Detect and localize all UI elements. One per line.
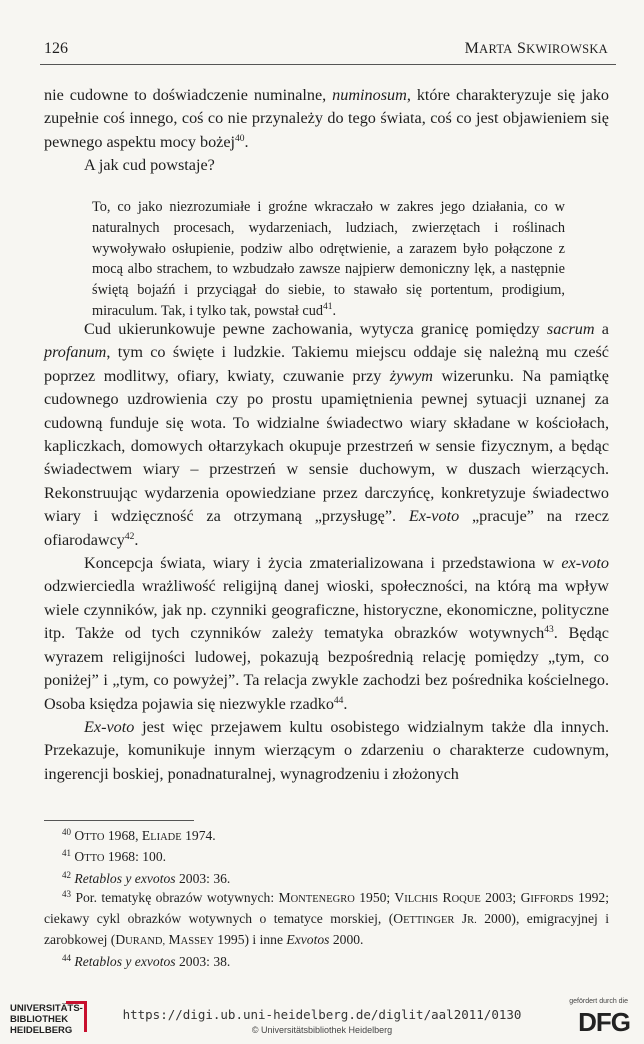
footnote-number: 44	[62, 952, 71, 963]
footnote-text: 2003;	[480, 889, 521, 905]
term-sacrum: sacrum	[546, 320, 595, 338]
footnote-number: 40	[62, 827, 71, 837]
footnote-text: OTTO 1968: 100.	[74, 849, 167, 865]
quote-paragraph	[92, 197, 565, 322]
para1-text-4: wizerunku. Na pamiątkę cudownego uzdrowienia czy po prostu upamiętnienia pewnej sytuacji uznanej za cudowną funduje się wota. To widzialne świadectwo wiary składane w kościołach, kapliczkach, domowych ołtarzykach okupuje przestrzeń w sensie fizycznym, a będąc świadectwem wiary – przestrzeń w sensie duchowym, w duszach wierzących. Rekonstruując wydarzenia opowiedziane przez darczyńcę, konkretyzuje świadectwo wiary i wdzięczność za otrzymaną „przysługę”.	[44, 366, 609, 526]
term-ex-voto: Ex-voto	[84, 717, 135, 736]
source-url-link[interactable]: https://digi.ub.uni-heidelberg.de/diglit/aal2011/0130	[122, 1007, 522, 1022]
funding-note: gefördert durch die	[569, 998, 628, 1005]
cite-durand: DURAND, MASSEY	[115, 932, 214, 948]
footnote-text: 2003: 38.	[175, 953, 231, 969]
dfg-logo[interactable]: DFG	[578, 1007, 630, 1037]
para1-text-2: a	[594, 320, 609, 338]
footnote-42	[44, 869, 609, 888]
main-text	[44, 318, 609, 786]
term-ex-voto: Ex-voto	[408, 507, 460, 526]
term-ex-voto: ex-voto	[561, 554, 609, 573]
footnote-text: Por. tematykę obrazów wotywnych:	[75, 889, 279, 905]
page-number: 126	[44, 40, 68, 57]
footnote-number: 41	[62, 848, 71, 859]
footnote-text: 1992; ciekawy cykl obrazków wotywnych o tematyce morskiej, (	[44, 889, 609, 927]
cite-oettinger: OETTINGER JR.	[393, 911, 477, 927]
footnote-43	[44, 888, 609, 952]
library-name-line3: HEIDELBERG	[10, 1025, 73, 1036]
footnote-ref-43[interactable]: 43	[544, 625, 554, 636]
para1-end: .	[134, 530, 139, 549]
intro-text-1: nie cudowne to doświadczenie numinalne,	[44, 86, 333, 104]
intro-block	[44, 84, 609, 178]
author-name: MARTA SKWIROWSKA	[464, 40, 608, 57]
para1-text-1: Cud ukierunkowuje pewne zachowania, wytycza granicę pomiędzy	[84, 320, 547, 338]
term-profanum: profanum	[44, 343, 107, 362]
copyright-notice: © Universitätsbibliothek Heidelberg	[251, 1025, 393, 1035]
footnote-ref-40[interactable]: 40	[235, 133, 245, 144]
paragraph-koncepcja	[44, 552, 609, 716]
term-numinosum: numinosum	[332, 86, 407, 104]
footnote-text: 1950;	[354, 889, 395, 905]
footnote-number: 42	[62, 869, 71, 880]
intro-end: .	[244, 132, 249, 151]
footnote-ref-42[interactable]: 42	[124, 531, 135, 542]
footnote-text: 2000), emigracyjnej i zarobkowej (	[44, 911, 609, 948]
para2-text-2: odzwierciedla wrażliwość religijną danej wioski, społeczności, na którą ma wpływ wiele czynników, jak np. czynniki geograficzne, historyczne, ekonomiczne, polityczne itp. Także od tych czynników zależy tematyka obrazków wotywnych	[44, 577, 609, 643]
footnote-40	[44, 826, 609, 847]
para1-text-3: , tym co święte i ludzkie. Takiemu miejscu oddaje się należną mu cześć poprzez modlitwy, ofiary, kwiaty, czuwanie przy	[44, 343, 609, 385]
footnotes	[44, 826, 609, 971]
running-head-author	[465, 40, 608, 58]
para2-text-1: Koncepcja świata, wiary i życia zmaterializowana i przedstawiona w	[84, 554, 562, 573]
footnote-number: 43	[62, 888, 71, 899]
paragraph-exvoto	[44, 716, 609, 786]
footnote-rule	[44, 820, 194, 821]
library-name-line2: BIBLIOTHEK	[10, 1014, 69, 1025]
cite-montenegro: MONTENEGRO	[278, 889, 355, 905]
footnote-text: 2003: 36.	[175, 870, 231, 886]
block-quote	[92, 197, 565, 322]
footnote-title: Retablos y exvotos	[74, 953, 176, 969]
digitization-footer	[0, 995, 644, 1044]
cite-giffords: GIFFORDS	[520, 889, 574, 905]
footnote-text: OTTO 1968, ELIADE 1974.	[74, 828, 216, 843]
cite-exvotos: Exvotos	[286, 932, 330, 948]
footnote-ref-44[interactable]: 44	[333, 695, 344, 706]
footnote-41	[44, 847, 609, 868]
term-zywym: żywym	[389, 366, 433, 385]
intro-paragraph	[44, 84, 609, 154]
para2-text-3: . Będąc wyrazem religijności ludowej, pokazują bezpośrednią relację pomiędzy „tym, co poniżej” i „tym, co powyżej”. Ta relacja zwykle zachodzi bez pośrednika kościelnego. Osoba księdza pojawia się niezwykle rzadko	[44, 624, 609, 713]
para3-text-1: jest więc przejawem kultu osobistego widzialnym także dla innych. Przekazuje, komunikuje innym wierzącym o zdarzeniu o charakterze cudownym, ingerencji boskiej, ponadnaturalnej, wynagrodzeniu i złożonych	[44, 717, 609, 783]
library-name-line1: UNIVERSITÄTS-	[10, 1003, 83, 1014]
footnote-text: 1995) i inne	[213, 932, 287, 948]
question-line: A jak cud powstaje?	[84, 156, 215, 175]
header-rule	[40, 64, 616, 65]
footnote-title: Retablos y exvotos	[74, 870, 176, 886]
footnote-44	[44, 952, 609, 971]
para2-end: .	[343, 694, 348, 713]
intro-text-2: , które charakteryzuje się jako zupełnie coś innego, coś co nie przynależy do tego świata, coś co jest objawieniem się pewnego aspektu mocy bożej	[44, 86, 610, 151]
paragraph-cud	[44, 318, 609, 552]
quote-text: To, co jako niezrozumiałe i groźne wkraczało w zakres jego działania, co w naturalnych procesach, wydarzeniach, ludziach, zwierzętach i roślinach wywoływało osłupienie, podziw albo odrętwienie, a zarazem było połączone z mocą albo strachem, to wzbudzało zawsze najpierw demoniczny lęk, a następnie świętą bojaźń i przyciągał do siebie, to stawało się portentum, prodigium, miraculum. Tak, i tylko tak, powstał cud	[92, 199, 565, 319]
cite-vilchis: VILCHIS ROQUE	[394, 889, 481, 905]
footnote-ref-41[interactable]: 41	[323, 301, 333, 312]
quote-end: .	[332, 302, 337, 319]
footnote-text: 2000.	[329, 932, 364, 948]
para1-text-5: „pracuje” na rzecz ofiarodawcy	[44, 507, 609, 549]
